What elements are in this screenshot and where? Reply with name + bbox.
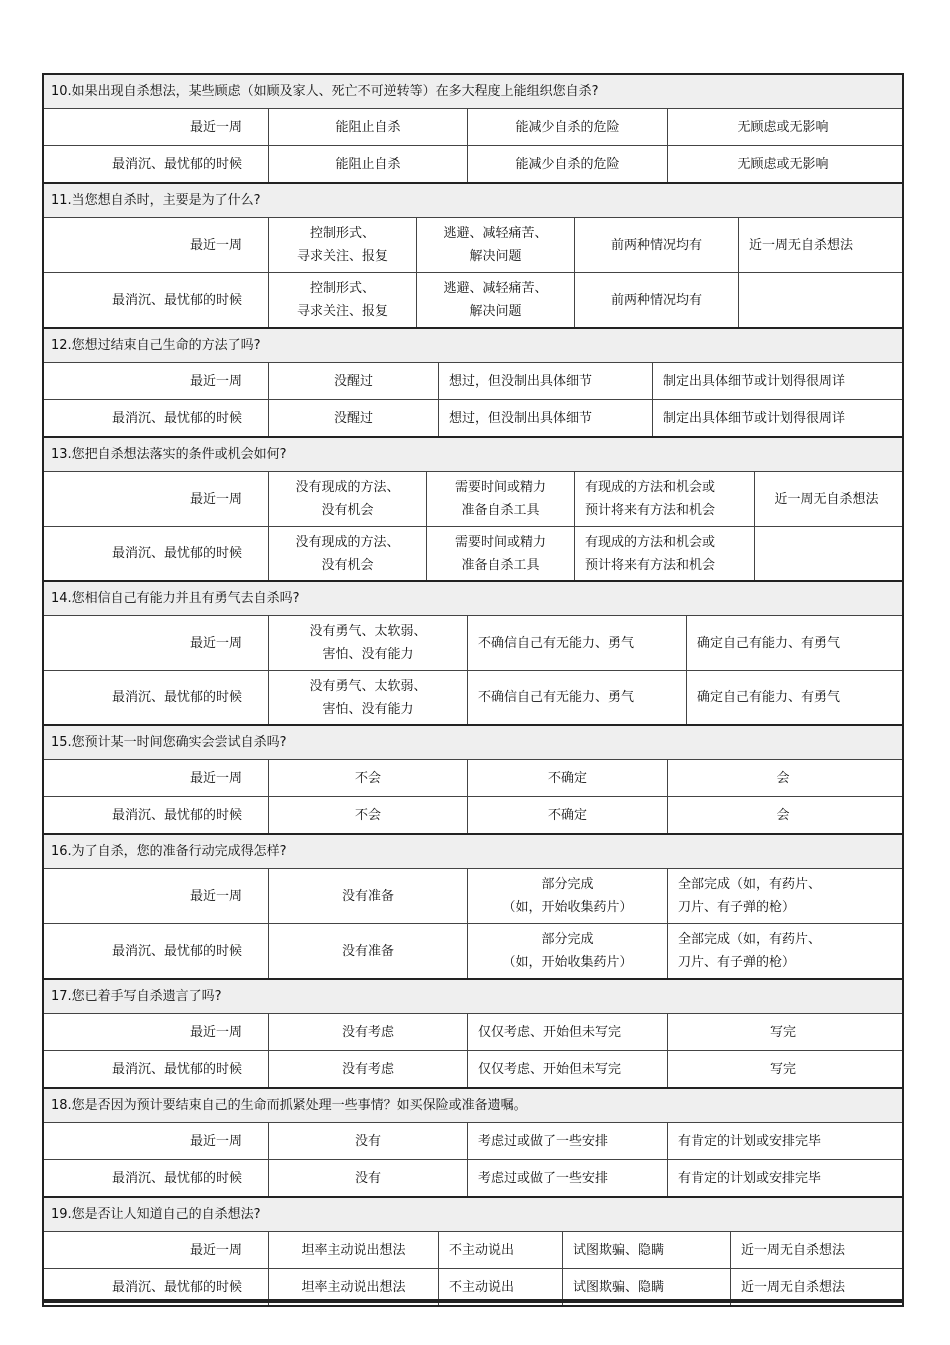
- row-label: 最消沉、最忧郁的时候: [111, 546, 242, 561]
- answer-option[interactable]: 需要时间或精力 准备自杀工具: [426, 472, 574, 526]
- answer-row: [44, 472, 902, 527]
- answer-option[interactable]: 没有准备: [268, 924, 467, 978]
- answer-option[interactable]: 无顾虑或无影响: [667, 146, 898, 182]
- question-title: 13.您把自杀想法落实的条件或机会如何?: [44, 438, 902, 472]
- answer-option[interactable]: 制定出具体细节或计划得很周详: [652, 363, 898, 399]
- answer-option[interactable]: 考虑过或做了一些安排: [467, 1160, 667, 1196]
- answer-row: [44, 218, 902, 273]
- question-title: 18.您是否因为预计要结束自己的生命而抓紧处理一些事情？如买保险或准备遗嘱。: [44, 1089, 902, 1123]
- answer-option[interactable]: 全部完成（如，有药片、 刀片、有子弹的枪）: [667, 869, 898, 923]
- answer-option[interactable]: 没有勇气、太软弱、 害怕、没有能力: [268, 671, 467, 724]
- row-label: 最近一周: [189, 491, 242, 507]
- row-label: 最近一周: [189, 119, 242, 135]
- answer-option[interactable]: 近一周无自杀想法: [730, 1269, 898, 1305]
- answer-option[interactable]: 不确定: [467, 797, 667, 833]
- answer-option[interactable]: 不确信自己有无能力、勇气: [467, 616, 686, 670]
- row-label: 最近一周: [189, 635, 242, 651]
- answer-option[interactable]: 不确信自己有无能力、勇气: [467, 671, 686, 724]
- answer-option[interactable]: 能阻止自杀: [268, 109, 467, 145]
- answer-option[interactable]: 考虑过或做了一些安排: [467, 1123, 667, 1159]
- answer-option[interactable]: 近一周无自杀想法: [738, 218, 898, 272]
- answer-option[interactable]: 没有准备: [268, 869, 467, 923]
- answer-option[interactable]: 没有考虑: [268, 1051, 467, 1087]
- question-title: 15.您预计某一时间您确实会尝试自杀吗?: [44, 726, 902, 760]
- answer-row: [44, 1014, 902, 1051]
- answer-row: [44, 527, 902, 582]
- answer-row: [44, 1232, 902, 1269]
- row-label: 最近一周: [189, 237, 242, 253]
- row-label: 最消沉、最忧郁的时候: [111, 156, 242, 172]
- answer-option[interactable]: 没有勇气、太软弱、 害怕、没有能力: [268, 616, 467, 670]
- row-label: 最消沉、最忧郁的时候: [111, 1170, 242, 1186]
- question-title: 17.您已着手写自杀遗言了吗?: [44, 980, 902, 1014]
- answer-option[interactable]: 不会: [268, 760, 467, 796]
- row-label: 最近一周: [189, 373, 242, 389]
- answer-row: [44, 1123, 902, 1160]
- answer-option[interactable]: 近一周无自杀想法: [754, 472, 898, 526]
- row-label: 最近一周: [189, 1024, 242, 1040]
- answer-option[interactable]: 能减少自杀的危险: [467, 146, 667, 182]
- answer-option[interactable]: 没有现成的方法、 没有机会: [268, 527, 426, 580]
- question-title: 16.为了自杀，您的准备行动完成得怎样?: [44, 835, 902, 869]
- answer-option[interactable]: 无顾虑或无影响: [667, 109, 898, 145]
- answer-option[interactable]: 仅仅考虑、开始但未写完: [467, 1051, 667, 1087]
- answer-option[interactable]: 前两种情况均有: [574, 273, 738, 327]
- answer-option[interactable]: 写完: [667, 1051, 898, 1087]
- answer-option[interactable]: 确定自己有能力、有勇气: [686, 616, 898, 670]
- answer-option[interactable]: 部分完成 （如，开始收集药片）: [467, 869, 667, 923]
- row-label: 最消沉、最忧郁的时候: [111, 1061, 242, 1077]
- answer-option[interactable]: 制定出具体细节或计划得很周详: [652, 400, 898, 436]
- answer-row: [44, 616, 902, 671]
- answer-row: [44, 363, 902, 400]
- answer-option[interactable]: 控制形式、 寻求关注、报复: [268, 273, 416, 327]
- answer-option[interactable]: 试图欺骗、隐瞒: [562, 1232, 730, 1268]
- question-title: 11.当您想自杀时，主要是为了什么?: [44, 184, 902, 218]
- question-title: 12.您想过结束自己生命的方法了吗?: [44, 329, 902, 363]
- row-label: 最消沉、最忧郁的时候: [111, 943, 242, 959]
- answer-row: [44, 924, 902, 980]
- row-label: 最消沉、最忧郁的时候: [111, 690, 242, 705]
- row-label: 最近一周: [189, 1133, 242, 1149]
- answer-option[interactable]: 前两种情况均有: [574, 218, 738, 272]
- answer-option[interactable]: [738, 273, 898, 327]
- row-label: 最近一周: [189, 1242, 242, 1258]
- answer-option[interactable]: 没有: [268, 1160, 467, 1196]
- answer-row: [44, 1051, 902, 1089]
- answer-option[interactable]: 没有现成的方法、 没有机会: [268, 472, 426, 526]
- answer-option[interactable]: 能减少自杀的危险: [467, 109, 667, 145]
- answer-option[interactable]: 逃避、减轻痛苦、 解决问题: [416, 273, 574, 327]
- answer-option[interactable]: 不会: [268, 797, 467, 833]
- answer-option[interactable]: 能阻止自杀: [268, 146, 467, 182]
- answer-row: [44, 109, 902, 146]
- row-label: 最消沉、最忧郁的时候: [111, 292, 242, 308]
- answer-row: [44, 671, 902, 726]
- row-label: 最近一周: [189, 770, 242, 786]
- row-label: 最近一周: [189, 888, 242, 904]
- answer-option[interactable]: 不主动说出: [438, 1232, 562, 1268]
- answer-option[interactable]: 部分完成 （如，开始收集药片）: [467, 924, 667, 978]
- answer-option[interactable]: 会: [667, 760, 898, 796]
- answer-option[interactable]: 没醒过: [268, 363, 438, 399]
- answer-option[interactable]: 近一周无自杀想法: [730, 1232, 898, 1268]
- answer-row: [44, 1160, 902, 1198]
- questionnaire-table: [42, 73, 904, 1307]
- answer-option[interactable]: 没醒过: [268, 400, 438, 436]
- answer-option[interactable]: 逃避、减轻痛苦、 解决问题: [416, 218, 574, 272]
- answer-option[interactable]: 想过，但没制出具体细节: [438, 363, 652, 399]
- answer-option[interactable]: 试图欺骗、隐瞒: [562, 1269, 730, 1305]
- answer-option[interactable]: 有肯定的计划或安排完毕: [667, 1160, 898, 1196]
- answer-option[interactable]: 会: [667, 797, 898, 833]
- answer-option[interactable]: 坦率主动说出想法: [268, 1269, 438, 1305]
- answer-row: [44, 869, 902, 924]
- question-title: 10.如果出现自杀想法，某些顾虑（如顾及家人、死亡不可逆转等）在多大程度上能组织您自杀?: [44, 75, 902, 109]
- answer-option[interactable]: 没有考虑: [268, 1014, 467, 1050]
- answer-option[interactable]: 有肯定的计划或安排完毕: [667, 1123, 898, 1159]
- answer-option[interactable]: 坦率主动说出想法: [268, 1232, 438, 1268]
- row-label: 最消沉、最忧郁的时候: [111, 1279, 242, 1295]
- row-label: 最消沉、最忧郁的时候: [111, 807, 242, 823]
- answer-option[interactable]: 仅仅考虑、开始但未写完: [467, 1014, 667, 1050]
- answer-row: [44, 797, 902, 835]
- answer-option[interactable]: 不主动说出: [438, 1269, 562, 1305]
- answer-option[interactable]: 没有: [268, 1123, 467, 1159]
- answer-row: [44, 146, 902, 184]
- answer-option[interactable]: 需要时间或精力 准备自杀工具: [426, 527, 574, 580]
- bottom-rule: [42, 1299, 904, 1303]
- answer-option[interactable]: 写完: [667, 1014, 898, 1050]
- answer-option[interactable]: 确定自己有能力、有勇气: [686, 671, 898, 724]
- answer-option[interactable]: [754, 527, 898, 580]
- answer-row: [44, 273, 902, 329]
- question-title: 19.您是否让人知道自己的自杀想法?: [44, 1198, 902, 1232]
- answer-option[interactable]: 有现成的方法和机会或 预计将来有方法和机会: [574, 527, 754, 580]
- answer-option[interactable]: 全部完成（如，有药片、 刀片、有子弹的枪）: [667, 924, 898, 978]
- answer-row: [44, 760, 902, 797]
- answer-row: [44, 400, 902, 438]
- answer-option[interactable]: 想过，但没制出具体细节: [438, 400, 652, 436]
- row-label: 最消沉、最忧郁的时候: [111, 410, 242, 426]
- answer-option[interactable]: 有现成的方法和机会或 预计将来有方法和机会: [574, 472, 754, 526]
- answer-option[interactable]: 不确定: [467, 760, 667, 796]
- answer-option[interactable]: 控制形式、 寻求关注、报复: [268, 218, 416, 272]
- question-title: 14.您相信自己有能力并且有勇气去自杀吗?: [44, 582, 902, 616]
